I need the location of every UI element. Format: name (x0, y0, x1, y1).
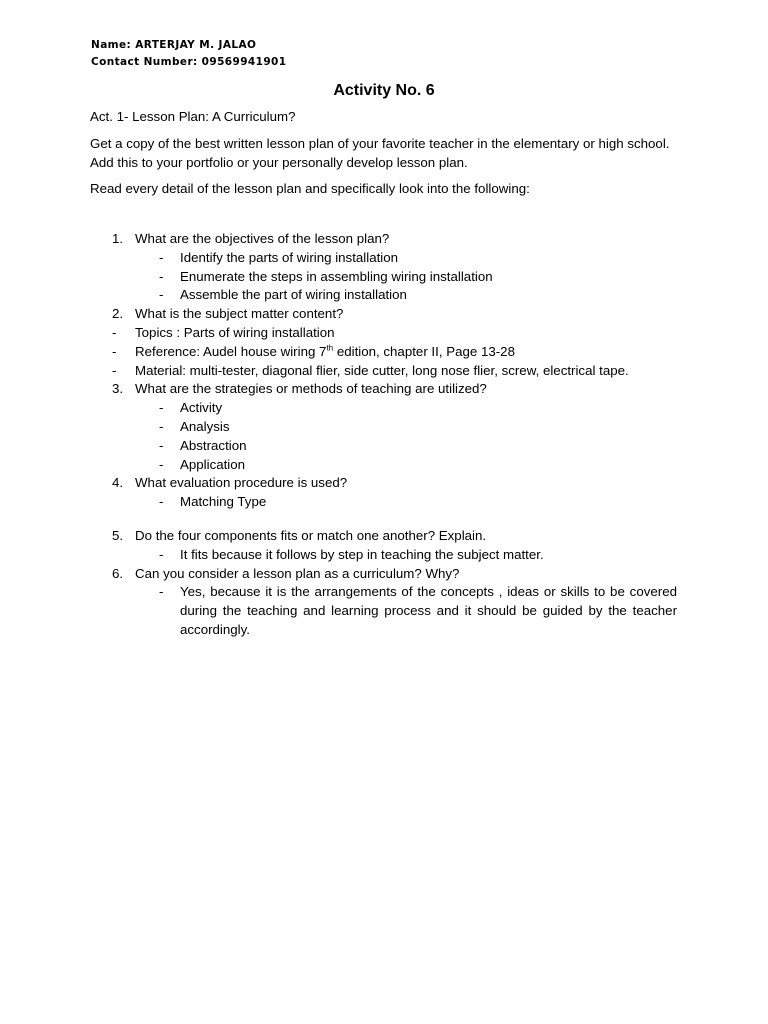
intro-paragraph: Get a copy of the best written lesson plan of your favorite teacher in the elementary or high school. Add this to your portfolio or your personally develop lesson plan. (90, 136, 670, 170)
dash-bullet: - (159, 249, 164, 265)
question-text: Do the four components fits or match one another? Explain. (135, 527, 487, 543)
list-item (0, 583, 768, 639)
dash-bullet: - (159, 287, 164, 303)
list-item (0, 437, 768, 456)
dash-bullet: - (159, 546, 164, 562)
objective-item: Enumerate the steps in assembling wiring installation (180, 268, 493, 284)
dash-bullet: - (112, 343, 117, 359)
student-header (91, 37, 286, 71)
question-number: 1. (112, 231, 124, 246)
question-5 (0, 527, 768, 546)
dash-bullet: - (159, 456, 164, 472)
list-item (0, 546, 768, 565)
spacer (0, 512, 768, 527)
question-text: What are the objectives of the lesson plan? (135, 231, 390, 246)
strategy-item: Analysis (180, 418, 230, 434)
ordinal-suffix: th (326, 343, 334, 353)
dash-bullet: - (159, 494, 164, 510)
student-name: Name: ARTERJAY M. JALAO (91, 39, 257, 51)
reference-text-rest: edition, chapter II, Page 13-28 (333, 343, 515, 359)
list-item (0, 493, 768, 512)
question-number: 2. (112, 306, 124, 322)
list-item (0, 456, 768, 475)
dash-bullet: - (159, 418, 164, 434)
dash-bullet: - (112, 362, 117, 378)
answer-paragraph: Yes, because it is the arrangements of the concepts , ideas or skills to be covered during the teaching and learning process and it should be guided by the teacher accordingly. (180, 584, 677, 637)
topics-line: Topics : Parts of wiring installation (135, 324, 335, 340)
list-item (0, 249, 768, 268)
objective-item: Assemble the part of wiring installation (180, 287, 407, 303)
question-number: 5. (112, 527, 124, 543)
strategy-item: Activity (180, 400, 223, 416)
question-text: What evaluation procedure is used? (135, 475, 348, 491)
question-4 (0, 474, 768, 493)
list-item (0, 418, 768, 437)
question-3 (0, 380, 768, 399)
list-item (0, 286, 768, 305)
reference-line (135, 343, 515, 362)
list-item (0, 268, 768, 287)
evaluation-item: Matching Type (180, 494, 267, 510)
contact-number: Contact Number: 09569941901 (91, 56, 287, 68)
page-title: Activity No. 6 (333, 82, 435, 99)
material-line: Material: multi-tester, diagonal flier, side cutter, long nose flier, screw, electrical tape. (135, 362, 629, 378)
answer-text: It fits because it follows by step in teaching the subject matter. (180, 546, 544, 562)
question-6 (0, 565, 768, 584)
question-text: Can you consider a lesson plan as a curriculum? Why? (135, 565, 460, 581)
question-number: 4. (112, 475, 124, 491)
question-2 (0, 305, 768, 324)
list-item (0, 362, 768, 381)
question-text: What is the subject matter content? (135, 306, 344, 322)
reference-text: Reference: Audel house wiring 7 (135, 343, 327, 359)
list-item (0, 399, 768, 418)
instruction-text: Read every detail of the lesson plan and specifically look into the following: (90, 181, 530, 196)
dash-bullet: - (159, 268, 164, 284)
act-heading: Act. 1- Lesson Plan: A Curriculum? (90, 109, 296, 124)
question-text: What are the strategies or methods of teaching are utilized? (135, 381, 487, 397)
question-list (0, 230, 768, 640)
question-number: 6. (112, 565, 124, 581)
dash-bullet: - (159, 400, 164, 416)
list-item (0, 343, 768, 362)
question-number: 3. (112, 381, 124, 397)
strategy-item: Abstraction (180, 437, 247, 453)
objective-item: Identify the parts of wiring installation (180, 249, 399, 265)
question-1 (0, 230, 768, 249)
dash-bullet: - (159, 584, 164, 600)
dash-bullet: - (112, 324, 117, 340)
list-item (0, 324, 768, 343)
strategy-item: Application (180, 456, 246, 472)
dash-bullet: - (159, 437, 164, 453)
